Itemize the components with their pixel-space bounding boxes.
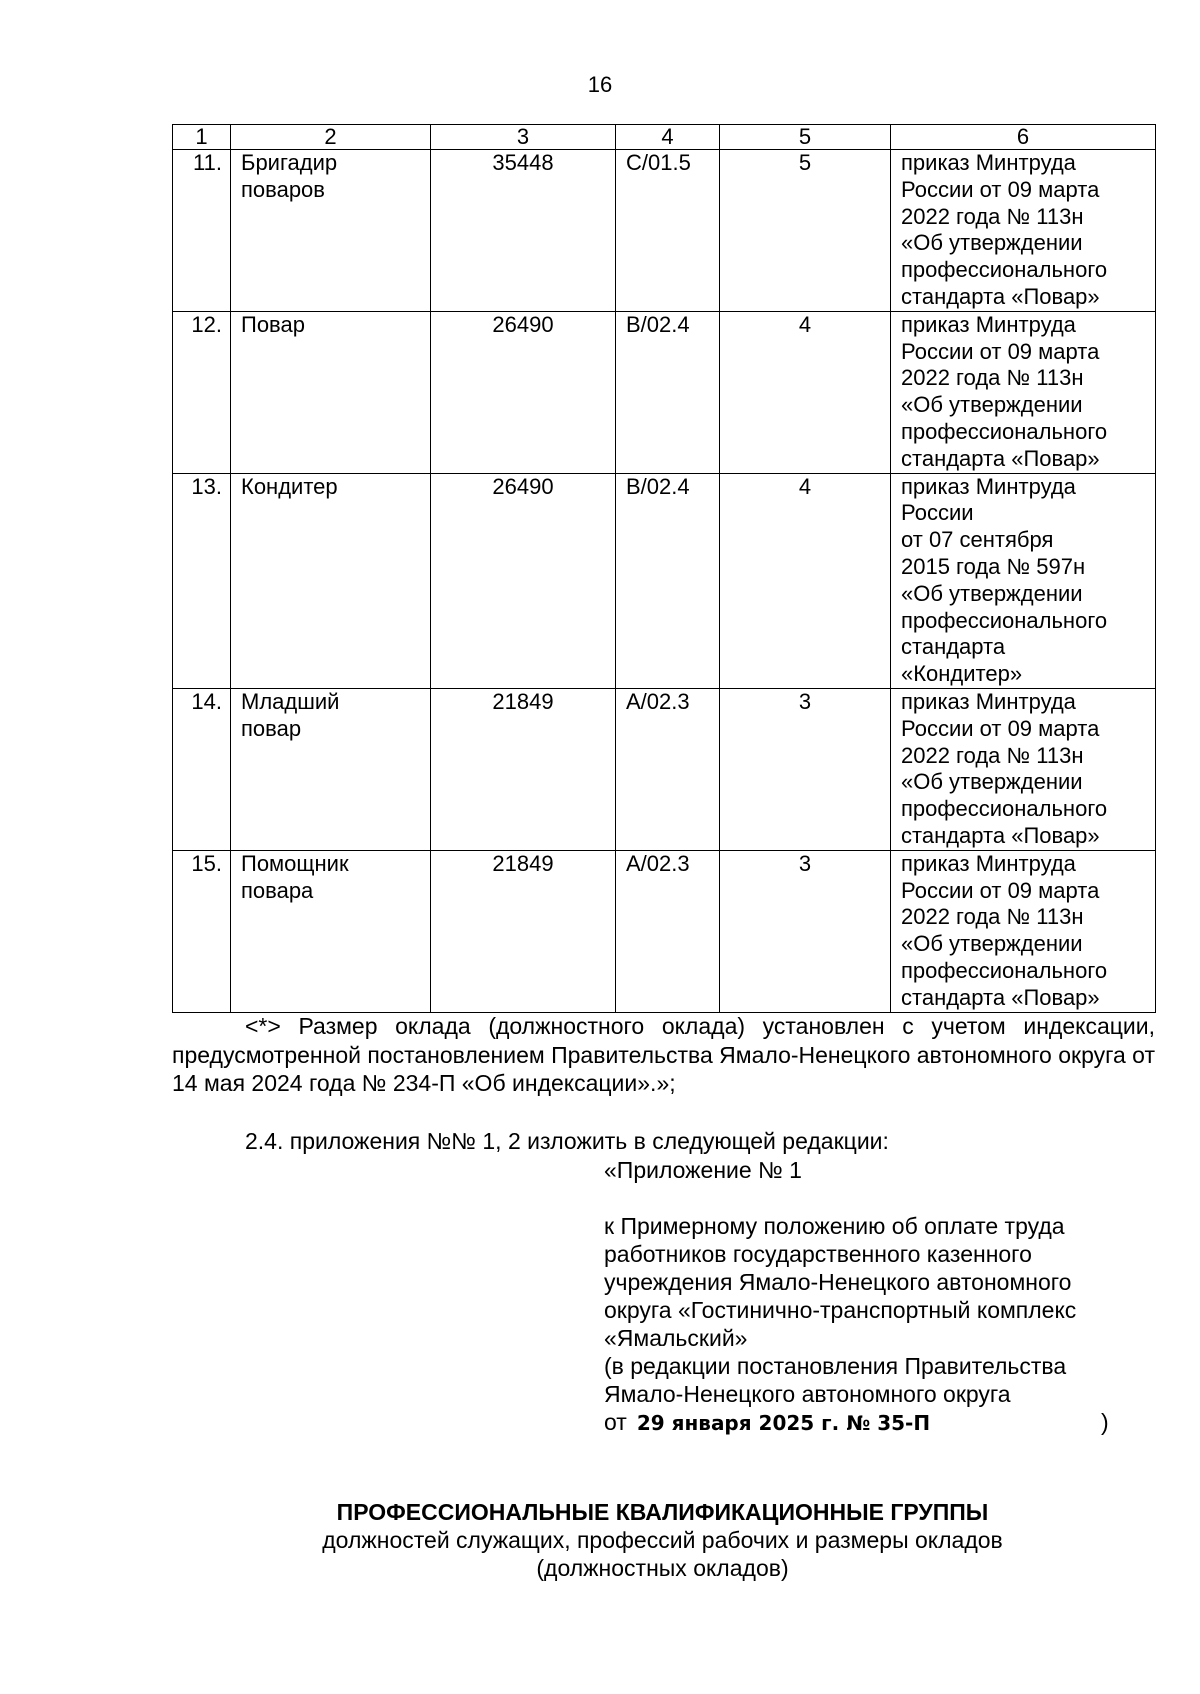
qualification-level: 3 [720, 850, 891, 1012]
header-cell: 5 [720, 125, 891, 150]
positions-table [172, 124, 1156, 1013]
appendix-to-line: «Ямальский» [604, 1325, 748, 1351]
document-line: профессионального [901, 418, 1108, 444]
document-line: России от 09 марта [901, 338, 1100, 364]
qualification-level: 4 [720, 311, 891, 473]
document-line: «Об утверждении [901, 580, 1083, 606]
document-line: «Об утверждении [901, 392, 1083, 418]
function-code: A/02.3 [616, 688, 720, 850]
document-line: России [901, 500, 974, 526]
document-line: профессионального [901, 257, 1108, 283]
row-number: 11. [173, 150, 231, 312]
document [891, 150, 1156, 312]
footnote-text: <*> Размер оклада (должностного оклада) установлен с учетом индексации, предусмотренной постановлением Правительства Ямало-Ненецкого автономного округа от 14 мая 2024 года № 234-П «Об индексации».»; [172, 1013, 1155, 1096]
document-line: стандарта «Повар» [901, 445, 1100, 471]
qualification-level: 3 [720, 688, 891, 850]
row-number: 12. [173, 311, 231, 473]
salary: 26490 [431, 311, 616, 473]
appendix-to-line: учреждения Ямало-Ненецкого автономного [604, 1269, 1072, 1295]
heading-line: (должностных окладов) [536, 1555, 789, 1581]
function-code: C/01.5 [616, 150, 720, 312]
document-line: России от 09 марта [901, 176, 1100, 202]
header-cell: 1 [173, 125, 231, 150]
document-line: приказ Минтруда [901, 311, 1076, 337]
document-line: профессионального [901, 796, 1108, 822]
heading-title: ПРОФЕССИОНАЛЬНЫЕ КВАЛИФИКАЦИОННЫЕ ГРУППЫ [336, 1499, 989, 1525]
document-line: профессионального [901, 607, 1108, 633]
position-name: Помощник повара [231, 850, 431, 1012]
appendix-edition-line: (в редакции постановления Правительства [604, 1353, 1067, 1379]
date-value: 29 января 2025 г. № 35-П [636, 1411, 931, 1435]
document-line: 2015 года № 597н [901, 553, 1086, 579]
row-number: 15. [173, 850, 231, 1012]
appendix-to-line: к Примерному положению об оплате труда [604, 1213, 1065, 1239]
footnote [172, 1012, 1155, 1098]
table-row [173, 850, 1156, 1012]
position-name: Младший повар [231, 688, 431, 850]
document-line: приказ Минтруда [901, 688, 1076, 714]
header-cell: 6 [891, 125, 1156, 150]
document [891, 688, 1156, 850]
document [891, 850, 1156, 1012]
function-code: B/02.4 [616, 473, 720, 688]
table-row [173, 150, 1156, 312]
table-row [173, 311, 1156, 473]
appendix-to-line: округа «Гостинично-транспортный комплекс [604, 1297, 1077, 1323]
document [891, 311, 1156, 473]
document-line: стандарта «Повар» [901, 283, 1100, 309]
appendix-edition-line: Ямало-Ненецкого автономного округа [604, 1381, 1011, 1407]
document-line: стандарта [901, 634, 1006, 660]
document-line: 2022 года № 113н [901, 203, 1084, 229]
appendix-header [604, 1156, 1164, 1437]
table-row [173, 688, 1156, 850]
document-line: «Об утверждении [901, 931, 1083, 957]
heading-line: должностей служащих, профессий рабочих и размеры окладов [322, 1527, 1003, 1553]
page-number: 16 [587, 72, 613, 97]
position-name: Кондитер [231, 473, 431, 688]
function-code: A/02.3 [616, 850, 720, 1012]
qualification-level: 4 [720, 473, 891, 688]
position-name: Повар [231, 311, 431, 473]
salary: 21849 [431, 850, 616, 1012]
document [891, 473, 1156, 688]
document-line: 2022 года № 113н [901, 742, 1084, 768]
document-line: «Кондитер» [901, 661, 1023, 687]
appendix-to [604, 1212, 1164, 1352]
document-line: 2022 года № 113н [901, 904, 1084, 930]
salary: 21849 [431, 688, 616, 850]
document-line: стандарта «Повар» [901, 822, 1100, 848]
document-line: «Об утверждении [901, 769, 1083, 795]
document-line: «Об утверждении [901, 230, 1083, 256]
document-line: России от 09 марта [901, 877, 1100, 903]
header-cell: 3 [431, 125, 616, 150]
appendix-date-line [604, 1408, 1164, 1437]
document-line: приказ Минтруда [901, 473, 1076, 499]
qualification-level: 5 [720, 150, 891, 312]
item-2-4: 2.4. приложения №№ 1, 2 изложить в следующей редакции: [245, 1128, 889, 1154]
section-heading [0, 1498, 1200, 1582]
table-header-row [173, 125, 1156, 150]
salary: 26490 [431, 473, 616, 688]
date-prefix: от [604, 1409, 627, 1435]
document-line: приказ Минтруда [901, 850, 1076, 876]
row-number: 13. [173, 473, 231, 688]
salary: 35448 [431, 150, 616, 312]
close-paren: ) [1101, 1409, 1109, 1435]
document-line: России от 09 марта [901, 715, 1100, 741]
row-number: 14. [173, 688, 231, 850]
function-code: B/02.4 [616, 311, 720, 473]
appendix-to-line: работников государственного казенного [604, 1241, 1032, 1267]
document-line: 2022 года № 113н [901, 365, 1084, 391]
position-name: Бригадир поваров [231, 150, 431, 312]
document-line: профессионального [901, 957, 1108, 983]
document-line: стандарта «Повар» [901, 984, 1100, 1010]
appendix-title: «Приложение № 1 [604, 1157, 802, 1183]
document-line: приказ Минтруда [901, 150, 1076, 175]
table-row [173, 473, 1156, 688]
document-line: от 07 сентября [901, 527, 1054, 553]
header-cell: 4 [616, 125, 720, 150]
header-cell: 2 [231, 125, 431, 150]
